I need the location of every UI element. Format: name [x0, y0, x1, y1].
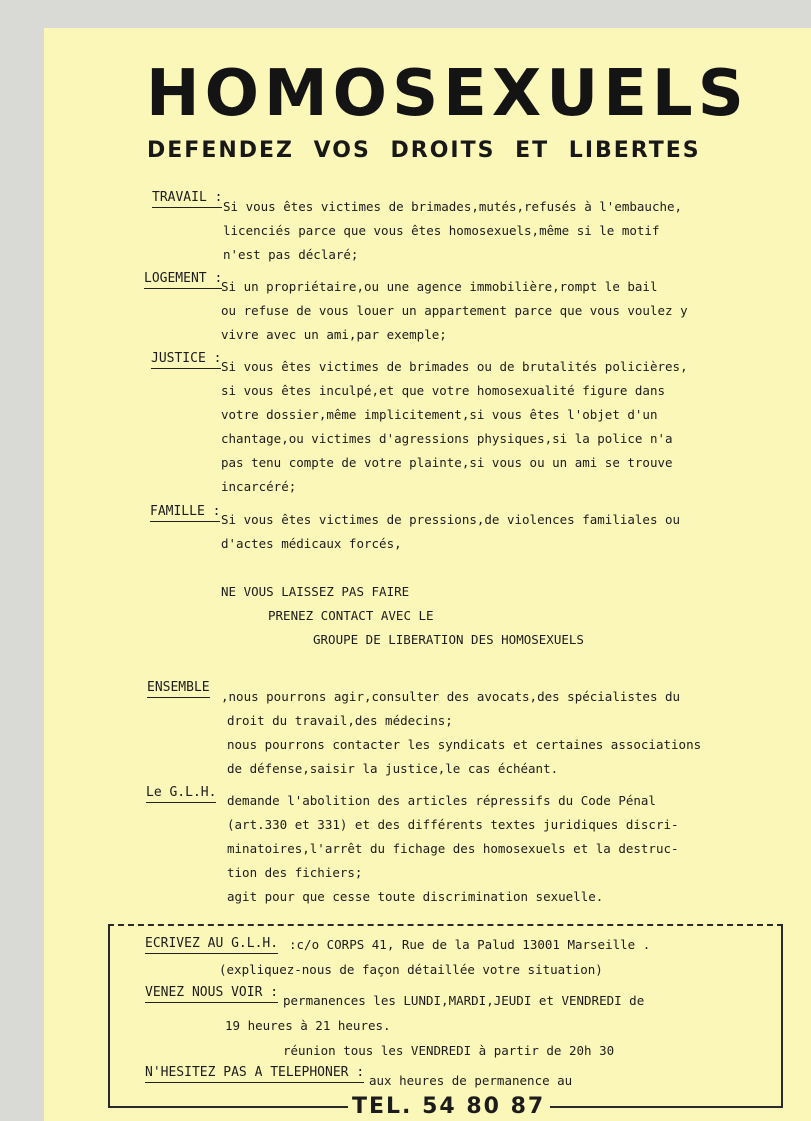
contact-write-label: ECRIVEZ AU G.L.H. — [145, 936, 278, 954]
glh-line: agit pour que cesse toute discrimination sexuelle. — [227, 889, 604, 904]
logement-line: Si un propriétaire,ou une agence immobilière,rompt le bail — [221, 279, 658, 294]
contact-visit-label: VENEZ NOUS VOIR : — [145, 985, 278, 1003]
box-bottom-rule — [550, 1106, 781, 1108]
travail-line: licenciés parce que vous êtes homosexuels,même si le motif — [223, 223, 660, 238]
famille-line: Si vous êtes victimes de pressions,de violences familiales ou — [221, 512, 681, 527]
justice-line: Si vous êtes victimes de brimades ou de brutalités policières, — [221, 359, 688, 374]
contact-visit-line: 19 heures à 21 heures. — [225, 1018, 391, 1033]
ensemble-line: de défense,saisir la justice,le cas échéant. — [227, 761, 559, 776]
contact-phone-text: aux heures de permanence au — [369, 1073, 573, 1088]
section-label-travail: TRAVAIL : — [152, 190, 222, 208]
justice-line: votre dossier,même implicitement,si vous êtes l'objet d'un — [221, 407, 658, 422]
glh-line: tion des fichiers; — [227, 865, 363, 880]
justice-line: pas tenu compte de votre plainte,si vous ou un ami se trouve — [221, 455, 673, 470]
justice-line: chantage,ou victimes d'agressions physiques,si la police n'a — [221, 431, 673, 446]
section-label-justice: JUSTICE : — [151, 351, 221, 369]
contact-phone-label: N'HESITEZ PAS A TELEPHONER : — [145, 1065, 364, 1083]
travail-line: Si vous êtes victimes de brimades,mutés,refusés à l'embauche, — [223, 199, 683, 214]
contact-visit-line: permanences les LUNDI,MARDI,JEUDI et VENDREDI de — [283, 993, 645, 1008]
section-label-ensemble: ENSEMBLE — [147, 680, 210, 698]
justice-line: si vous êtes inculpé,et que votre homosexualité figure dans — [221, 383, 666, 398]
logement-line: ou refuse de vous louer un appartement parce que vous voulez y — [221, 303, 688, 318]
glh-line: (art.330 et 331) et des différents textes juridiques discri- — [227, 817, 679, 832]
cta-line: GROUPE DE LIBERATION DES HOMOSEXUELS — [313, 632, 584, 647]
logement-line: vivre avec un ami,par exemple; — [221, 327, 447, 342]
famille-line: d'actes médicaux forcés, — [221, 536, 402, 551]
ensemble-line: nous pourrons contacter les syndicats et certaines associations — [227, 737, 702, 752]
glh-line: minatoires,l'arrêt du fichage des homosexuels et la destruc- — [227, 841, 679, 856]
glh-line: demande l'abolition des articles répressifs du Code Pénal — [227, 793, 656, 808]
section-label-logement: LOGEMENT : — [144, 271, 222, 289]
box-bottom-rule — [108, 1106, 348, 1108]
section-label-glh: Le G.L.H. — [146, 785, 216, 803]
page-title: HOMOSEXUELS — [146, 57, 749, 131]
cta-line: NE VOUS LAISSEZ PAS FAIRE — [221, 584, 410, 599]
page-subtitle: DEFENDEZ VOS DROITS ET LIBERTES — [147, 138, 701, 163]
contact-note: (expliquez-nous de façon détaillée votre situation) — [219, 962, 603, 977]
justice-line: incarcéré; — [221, 479, 297, 494]
contact-visit-line: réunion tous les VENDREDI à partir de 20h 30 — [283, 1043, 615, 1058]
ensemble-line: ,nous pourrons agir,consulter des avocats,des spécialistes du — [221, 689, 681, 704]
cta-line: PRENEZ CONTACT AVEC LE — [268, 608, 434, 623]
phone-number: TEL. 54 80 87 — [352, 1094, 546, 1119]
contact-address: :c/o CORPS 41, Rue de la Palud 13001 Marseille . — [289, 937, 651, 952]
travail-line: n'est pas déclaré; — [223, 247, 359, 262]
section-label-famille: FAMILLE : — [150, 504, 220, 522]
ensemble-line: droit du travail,des médecins; — [227, 713, 453, 728]
